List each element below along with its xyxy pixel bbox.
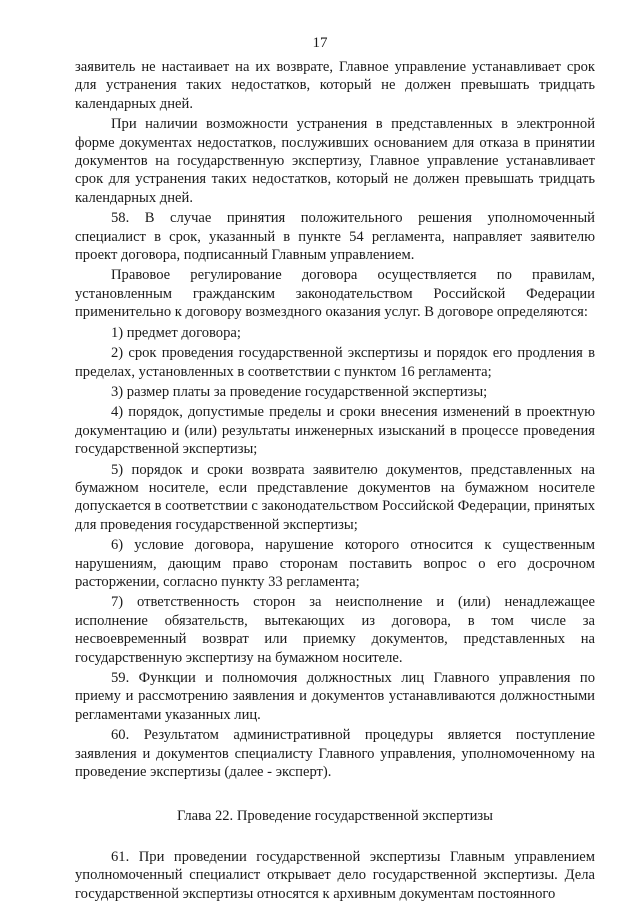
list-item-1: 1) предмет договора; — [111, 324, 241, 341]
paragraph-59: 59. Функции и полномочия должностных лиц Главного управления по приему и рассмотрению заявления и документов устанавливаются должностными регламентами указанных лиц. — [75, 670, 595, 723]
list-item-4: 4) порядок, допустимые пределы и сроки внесения изменений в проектную документацию и (или) результаты инженерных изысканий в процессе проведения государственной экспертизы; — [75, 404, 595, 458]
paragraph-continuation: заявитель не настаивает на их возврате, Главное управление устанавливает срок для устранения таких недостатков, который не должен превышать тридцать календарных дней. — [75, 59, 595, 112]
page-number: 17 — [312, 35, 328, 51]
page-content — [75, 58, 595, 905]
paragraph-60: 60. Результатом административной процедуры является поступление заявления и документов специалисту Главного управления, уполномоченному на проведение экспертизы (далее - эксперт). — [75, 727, 595, 781]
list-item-2: 2) срок проведения государственной экспертизы и порядок его продления в пределах, установленных в соответствии с пунктом 16 регламента; — [75, 345, 595, 380]
paragraph-electronic-docs: При наличии возможности устранения в представленных в электронной форме документах недостатков, послуживших основанием для отказа в принятии документов на государственную экспертизу, Главное управление устанавливает срок для устранения таких недостатков, который не должен превышать тридцать календарных дней. — [75, 116, 595, 206]
list-item-7: 7) ответственность сторон за неисполнение и (или) ненадлежащее исполнение обязательств, вытекающих из договора, в том числе за несвоевременный возврат или приемку документов, представленных на государственную экспертизу на бумажном носителе. — [75, 594, 595, 666]
paragraph-58: 58. В случае принятия положительного решения уполномоченный специалист в срок, указанный в пункте 54 регламента, направляет заявителю проект договора, подписанный Главным управлением. — [75, 210, 595, 264]
list-item-3: 3) размер платы за проведение государственной экспертизы; — [111, 383, 488, 400]
chapter-heading: Глава 22. Проведение государственной экспертизы — [177, 808, 493, 825]
paragraph-legal-regulation: Правовое регулирование договора осуществляется по правилам, установленным гражданским законодательством Российской Федерации применительно к договору возмездного оказания услуг. В договоре определяются: — [75, 267, 595, 321]
list-item-6: 6) условие договора, нарушение которого относится к существенным нарушениям, дающим право сторонам поставить вопрос о его досрочном расторжении, согласно пункту 33 регламента; — [75, 537, 595, 590]
paragraph-61: 61. При проведении государственной экспертизы Главным управлением уполномоченный специалист открывает дело государственной экспертизы. Дела государственной экспертизы относятся к архивным документам постоянного — [75, 848, 595, 902]
list-item-5: 5) порядок и сроки возврата заявителю документов, представленных на бумажном носителе, если представление документов на бумажном носителе допускается в соответствии с законодательством Российской Федерации, принятых для проведения государственной экспертизы; — [75, 461, 595, 533]
